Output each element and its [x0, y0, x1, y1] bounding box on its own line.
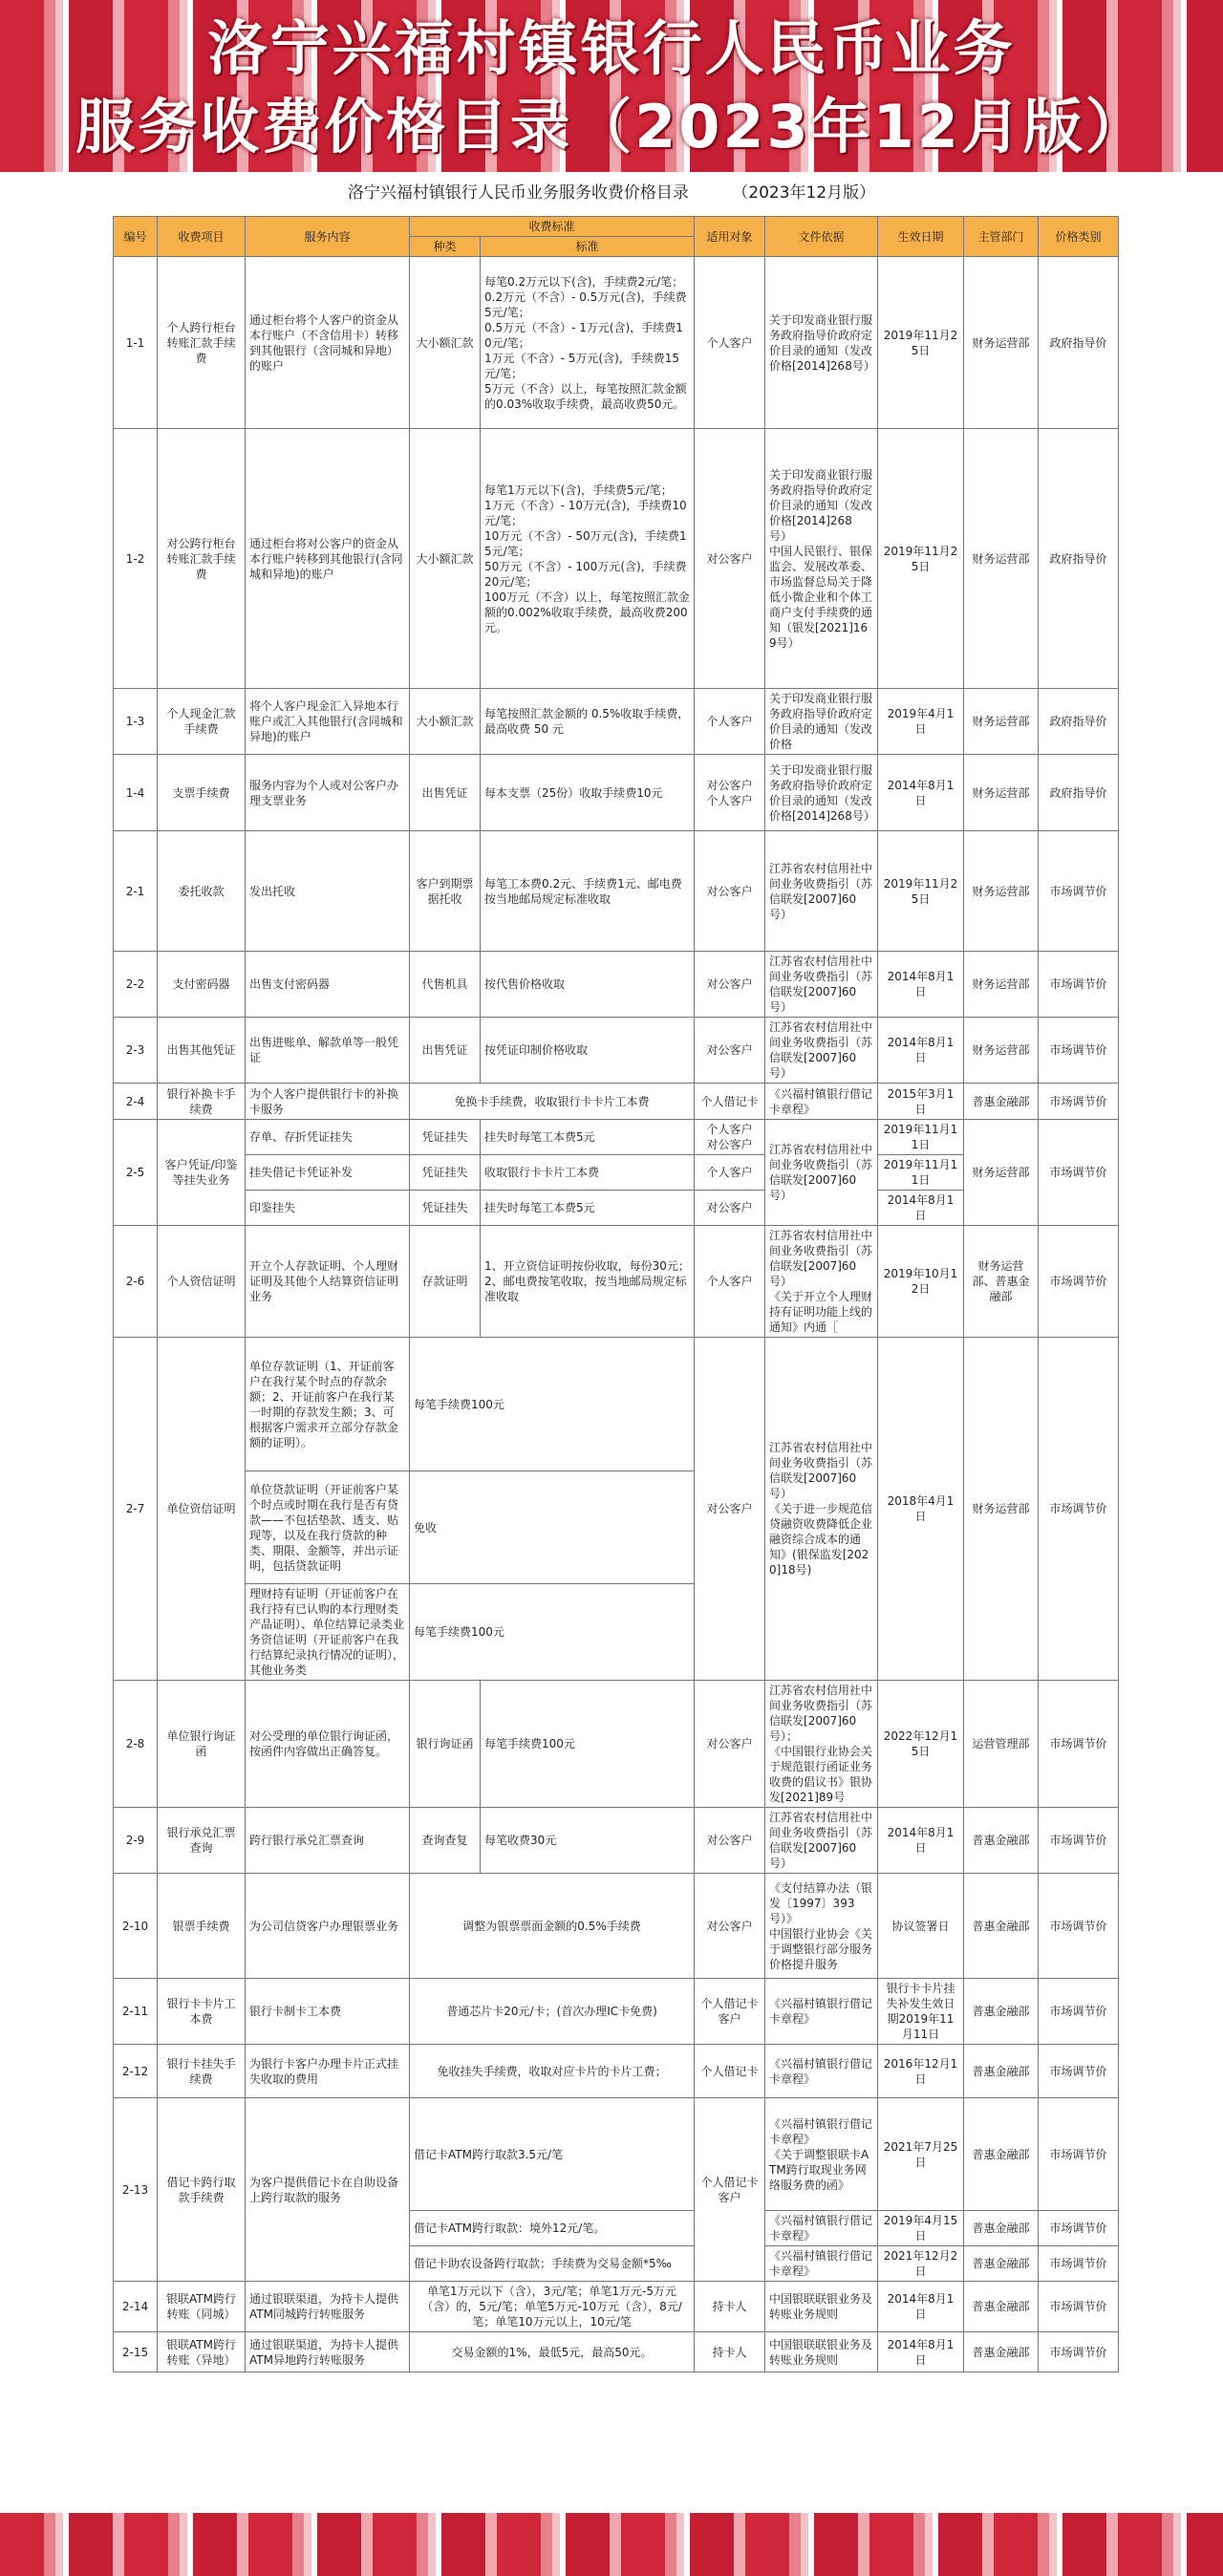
target-customer: 对公客户: [695, 1191, 765, 1226]
service-content: 为个人客户提供银行卡的补换卡服务: [246, 1084, 410, 1120]
service-content: 理财持有证明（开证前客户在我行持有已认购的本行理财类产品证明）、单位结算记录类业务资信证明（开证前客户在我行结算纪录执行情况的证明），其他业务类: [246, 1584, 410, 1681]
fee-item: 个人现金汇款手续费: [158, 689, 246, 755]
service-content: 为客户提供借记卡在自助设备上跨行取款的服务: [246, 2098, 410, 2282]
fee-item: 银联ATM跨行转账（异地）: [158, 2332, 246, 2372]
service-content: 通过银联渠道，为持卡人提供ATM异地跨行转账服务: [246, 2332, 410, 2372]
header-standard: 收费标准: [410, 217, 695, 237]
document-basis: 江苏省农村信用社中间业务收费指引（苏信联发[2007]60号）: [765, 831, 878, 952]
fee-kind: 凭证挂失: [410, 1191, 481, 1226]
document-basis: 关于印发商业银行服务政府指导价政府定价目录的通知（发改价格[2014]268号）: [765, 755, 878, 831]
fee-standard: 交易金额的1%，最低5元，最高50元。: [410, 2332, 695, 2372]
effective-date: 2014年8月1日: [878, 2332, 964, 2372]
target-customer: 个人借记卡: [695, 1084, 765, 1120]
document-version: （2023年12月版）: [732, 183, 876, 203]
fee-kind: 存款证明: [410, 1226, 481, 1338]
fee-standard: 调整为银票票面金额的0.5%手续费: [410, 1874, 695, 1979]
effective-date: 2014年8月1日: [878, 755, 964, 831]
table-row: [114, 429, 1119, 689]
target-customer: 个人借记卡客户: [695, 1979, 765, 2045]
fee-standard: 收取银行卡卡片工本费: [481, 1155, 695, 1191]
service-content: 对公受理的单位银行询证函，按函件内容做出正确答复。: [246, 1681, 410, 1808]
document-title-text: 洛宁兴福村镇银行人民币业务服务收费价格目录: [347, 183, 689, 203]
row-number: 1-3: [114, 689, 158, 755]
fee-standard: 每笔1万元以下(含)，手续费5元/笔； 1万元（不含）- 10万元(含)，手续费10元/笔； 10万元（不含）- 50万元(含)，手续费15元/笔； 50万元（不含）- 100万元(含)，手续费20元/笔； 100万元（不含）以上，每笔按照汇款金额的0.002%收取手续费，最高收费200元。: [481, 429, 695, 689]
fee-item: 个人资信证明: [158, 1226, 246, 1338]
service-content: 存单、存折凭证挂失: [246, 1120, 410, 1155]
fee-standard: 每笔0.2万元以下(含)，手续费2元/笔； 0.2万元（不含）- 0.5万元(含)，手续费5元/笔； 0.5万元（不含）- 1万元(含)，手续费10元/笔； 1万元（不含）- 5万元(含)，手续费15元/笔； 5万元（不含）以上，每笔按照汇款金额的0.03%收取手续费，最高收费50元。: [481, 257, 695, 429]
effective-date: 2014年8月1日: [878, 1018, 964, 1084]
target-customer: 个人借记卡客户: [695, 2098, 765, 2282]
price-type: 政府指导价: [1039, 689, 1119, 755]
fee-item: 客户凭证/印鉴等挂失业务: [158, 1120, 246, 1226]
fee-standard: 1、开立资信证明按份收取，每份30元； 2、邮电费按笔收取，按当地邮局规定标准收取: [481, 1226, 695, 1338]
target-customer: 个人借记卡: [695, 2045, 765, 2098]
row-number: 2-11: [114, 1979, 158, 2045]
service-content: 单位存款证明（1、开证前客户在我行某个时点的存款余额；2、开证前客户在我行某一时期的存款发生额；3、可根据客户需求开立部分存款金额的证明）。: [246, 1338, 410, 1471]
service-content: 出售支付密码器: [246, 952, 410, 1018]
fee-kind: 出售凭证: [410, 1018, 481, 1084]
bottom-banner: [0, 2513, 1223, 2576]
document-basis: 关于印发商业银行服务政府指导价政府定价目录的通知（发改价格[2014]268号） 中国人民银行、银保监会、发展改革委、市场监督总局关于降低小微企业和个体工商户支付手续费的通知（银发[2021]169号）: [765, 429, 878, 689]
effective-date: 2021年7月25日: [878, 2098, 964, 2211]
header-content: 服务内容: [246, 217, 410, 257]
fee-item: 支票手续费: [158, 755, 246, 831]
document-basis: 中国银联联银业务及转账业务规则: [765, 2282, 878, 2332]
row-number: 2-6: [114, 1226, 158, 1338]
fee-standard: 单笔1万元以下（含），3元/笔；单笔1万元-5万元（含）的，5元/笔；单笔5万元-10万元（含），8元/笔；单笔10万元以上，10元/笔: [410, 2282, 695, 2332]
department: 普惠金融部: [964, 2098, 1039, 2211]
service-content: 银行卡制卡工本费: [246, 1979, 410, 2045]
effective-date: 2019年11月25日: [878, 257, 964, 429]
department: 财务运营部: [964, 689, 1039, 755]
header-ptype: 价格类别: [1039, 217, 1119, 257]
effective-date: 2019年11月11日: [878, 1120, 964, 1155]
fee-standard: 普通芯片卡20元/卡；(首次办理IC卡免费): [410, 1979, 695, 2045]
document-basis: 江苏省农村信用社中间业务收费指引（苏信联发[2007]60号） 《关于进一步规范信贷融资收费降低企业融资综合成本的通知》(银保监发[2020]18号): [765, 1338, 878, 1681]
fee-item: 对公跨行柜台转账汇款手续费: [158, 429, 246, 689]
fee-item: 个人跨行柜台转账汇款手续费: [158, 257, 246, 429]
service-content: 跨行银行承兑汇票查询: [246, 1808, 410, 1874]
target-customer: 对公客户: [695, 1808, 765, 1874]
target-customer: 对公客户: [695, 1874, 765, 1979]
fee-item: 银票手续费: [158, 1874, 246, 1979]
fee-kind: 大小额汇款: [410, 689, 481, 755]
department: 普惠金融部: [964, 2045, 1039, 2098]
service-content: 通过柜台将个人客户的资金从本行账户（不含信用卡）转移到其他银行（含同城和异地）的账户: [246, 257, 410, 429]
document-basis: 《兴福村镇银行借记卡章程》: [765, 2246, 878, 2282]
department: 财务运营部: [964, 1338, 1039, 1681]
table-row: [114, 257, 1119, 429]
fee-standard: 借记卡ATM跨行取款：境外12元/笔。: [410, 2211, 695, 2246]
department: 运营管理部: [964, 1681, 1039, 1808]
fee-standard: 免收: [410, 1471, 695, 1584]
effective-date: 2021年12月2日: [878, 2246, 964, 2282]
row-number: 2-9: [114, 1808, 158, 1874]
document-basis: 江苏省农村信用社中间业务收费指引（苏信联发[2007]60号）: [765, 1808, 878, 1874]
service-content: 印鉴挂失: [246, 1191, 410, 1226]
fee-standard: 每笔手续费100元: [410, 1338, 695, 1471]
table-row: [114, 2332, 1119, 2372]
fee-item: 借记卡跨行取款手续费: [158, 2098, 246, 2282]
table-row: [114, 1018, 1119, 1084]
price-type: 市场调节价: [1039, 2282, 1119, 2332]
effective-date: 2016年12月1日: [878, 2045, 964, 2098]
fee-item: 支付密码器: [158, 952, 246, 1018]
service-content: 将个人客户现金汇入异地本行账户或汇入其他银行(含同城和异地)的账户: [246, 689, 410, 755]
price-type: 市场调节价: [1039, 1874, 1119, 1979]
fee-standard: 按凭证印制价格收取: [481, 1018, 695, 1084]
department: 财务运营部: [964, 952, 1039, 1018]
header-dept: 主管部门: [964, 217, 1039, 257]
fee-standard: 每笔手续费100元: [410, 1584, 695, 1681]
price-type: 市场调节价: [1039, 952, 1119, 1018]
document-basis: 江苏省农村信用社中间业务收费指引（苏信联发[2007]60号）； 《中国银行业协会关于规范银行函证业务收费的倡议书》银协发[2021]89号: [765, 1681, 878, 1808]
document-basis: 关于印发商业银行服务政府指导价政府定价目录的通知（发改价格: [765, 689, 878, 755]
table-row: [114, 755, 1119, 831]
fee-standard: 每本支票（25份）收取手续费10元: [481, 755, 695, 831]
row-number: 1-1: [114, 257, 158, 429]
document-basis: 江苏省农村信用社中间业务收费指引（苏信联发[2007]60号）: [765, 1120, 878, 1226]
table-row: [114, 1874, 1119, 1979]
price-type: 市场调节价: [1039, 1979, 1119, 2045]
row-number: 2-10: [114, 1874, 158, 1979]
table-row: [114, 952, 1119, 1018]
fee-standard: 免收挂失手续费，收取对应卡片的卡片工费；: [410, 2045, 695, 2098]
effective-date: 2014年8月1日: [878, 952, 964, 1018]
document-basis: 《兴福村镇银行借记卡章程》: [765, 1084, 878, 1120]
target-customer: 个人客户: [695, 689, 765, 755]
row-number: 1-4: [114, 755, 158, 831]
fee-item: 银行补换卡手续费: [158, 1084, 246, 1120]
header-basis: 文件依据: [765, 217, 878, 257]
effective-date: 银行卡卡片挂失补发生效日期2019年11月11日: [878, 1979, 964, 2045]
fee-item: 银行卡挂失手续费: [158, 2045, 246, 2098]
price-type: 市场调节价: [1039, 1120, 1119, 1226]
service-content: 为银行卡客户办理卡片正式挂失收取的费用: [246, 2045, 410, 2098]
department: 财务运营部: [964, 1018, 1039, 1084]
table-row: [114, 1084, 1119, 1120]
effective-date: 2019年4月15日: [878, 2211, 964, 2246]
row-number: 2-3: [114, 1018, 158, 1084]
table-row: [114, 1338, 1119, 1471]
target-customer: 对公客户: [695, 1681, 765, 1808]
target-customer: 持卡人: [695, 2332, 765, 2372]
document-basis: 《兴福村镇银行借记卡章程》 《关于调整银联卡ATM跨行取现业务网络服务费的函》: [765, 2098, 878, 2211]
banner-title-line1: 洛宁兴福村镇银行人民币业务: [207, 13, 1016, 83]
row-number: 2-15: [114, 2332, 158, 2372]
fee-item: 委托收款: [158, 831, 246, 952]
fee-kind: 查询查复: [410, 1808, 481, 1874]
document-basis: 关于印发商业银行服务政府指导价政府定价目录的通知（发改价格[2014]268号）: [765, 257, 878, 429]
document-basis: 江苏省农村信用社中间业务收费指引（苏信联发[2007]60号） 《关于开立个人理财持有证明功能上线的通知》内通［: [765, 1226, 878, 1338]
department: 普惠金融部: [964, 1808, 1039, 1874]
fee-item: 银行卡卡片工本费: [158, 1979, 246, 2045]
service-content: 为公司信贷客户办理银票业务: [246, 1874, 410, 1979]
document-basis: 江苏省农村信用社中间业务收费指引（苏信联发[2007]60号）: [765, 952, 878, 1018]
price-type: 市场调节价: [1039, 1018, 1119, 1084]
row-number: 1-2: [114, 429, 158, 689]
table-row: [114, 1681, 1119, 1808]
service-content: 通过柜台将对公客户的资金从本行账户转移到其他银行(含同城和异地)的账户: [246, 429, 410, 689]
department: 财务运营部: [964, 831, 1039, 952]
department: 财务运营部: [964, 257, 1039, 429]
fee-kind: 代售机具: [410, 952, 481, 1018]
department: 财务运营部: [964, 755, 1039, 831]
effective-date: 2022年12月15日: [878, 1681, 964, 1808]
service-content: 服务内容为个人或对公客户办理支票业务: [246, 755, 410, 831]
document-basis: 中国银联联银业务及转账业务规则: [765, 2332, 878, 2372]
price-type: 政府指导价: [1039, 755, 1119, 831]
fee-kind: 凭证挂失: [410, 1120, 481, 1155]
service-content: 挂失借记卡凭证补发: [246, 1155, 410, 1191]
price-type: 政府指导价: [1039, 257, 1119, 429]
document-basis: 《支付结算办法（银发〔1997〕393号）》 中国银行业协会《关于调整银行部分服务价格提升服务: [765, 1874, 878, 1979]
header-target: 适用对象: [695, 217, 765, 257]
fee-kind: 银行询证函: [410, 1681, 481, 1808]
fee-standard: 挂失时每笔工本费5元: [481, 1120, 695, 1155]
row-number: 2-2: [114, 952, 158, 1018]
target-customer: 对公客户: [695, 1018, 765, 1084]
fee-kind: 大小额汇款: [410, 429, 481, 689]
fee-standard: 每笔收费30元: [481, 1808, 695, 1874]
row-number: 2-13: [114, 2098, 158, 2282]
effective-date: 2015年3月1日: [878, 1084, 964, 1120]
effective-date: 2018年4月1日: [878, 1338, 964, 1681]
service-content: 通过银联渠道，为持卡人提供ATM同城跨行转账服务: [246, 2282, 410, 2332]
effective-date: 2019年4月1日: [878, 689, 964, 755]
target-customer: 对公客户 个人客户: [695, 755, 765, 831]
department: 普惠金融部: [964, 2332, 1039, 2372]
row-number: 2-14: [114, 2282, 158, 2332]
target-customer: 个人客户: [695, 1155, 765, 1191]
price-type: 市场调节价: [1039, 2045, 1119, 2098]
target-customer: 对公客户: [695, 952, 765, 1018]
price-type: 市场调节价: [1039, 1338, 1119, 1681]
service-content: 发出托收: [246, 831, 410, 952]
department: 财务运营部、普惠金融部: [964, 1226, 1039, 1338]
document-basis: 江苏省农村信用社中间业务收费指引（苏信联发[2007]60号）: [765, 1018, 878, 1084]
row-number: 2-8: [114, 1681, 158, 1808]
target-customer: 个人客户 对公客户: [695, 1120, 765, 1155]
document-title: [0, 182, 1223, 204]
banner-title-line2: 服务收费价格目录（2023年12月版）: [75, 92, 1148, 161]
service-content: 单位贷款证明（开证前客户某个时点或时期在我行是否有贷款——不包括垫款、透支、贴现等，以及在我行贷款的种类、期限、金额等，并出示证明，包括贷款证明: [246, 1471, 410, 1584]
fee-kind: 出售凭证: [410, 755, 481, 831]
price-type: 市场调节价: [1039, 2332, 1119, 2372]
price-type: 市场调节价: [1039, 1808, 1119, 1874]
header-kind: 种类: [410, 237, 481, 257]
price-type: 市场调节价: [1039, 1681, 1119, 1808]
fee-standard: 借记卡助农设备跨行取款；手续费为交易金额*5‰: [410, 2246, 695, 2282]
fee-item: 银联ATM跨行转账（同城）: [158, 2282, 246, 2332]
fee-kind: 凭证挂失: [410, 1155, 481, 1191]
effective-date: 2014年8月1日: [878, 2282, 964, 2332]
fee-standard: 每笔按照汇款金额的 0.5%收取手续费，最高收费 50 元: [481, 689, 695, 755]
row-number: 2-12: [114, 2045, 158, 2098]
fee-table-body: [114, 257, 1119, 2372]
fee-standard: 每笔手续费100元: [481, 1681, 695, 1808]
fee-item: 单位资信证明: [158, 1338, 246, 1681]
price-type: 市场调节价: [1039, 831, 1119, 952]
table-row: [114, 1120, 1119, 1155]
price-type: 市场调节价: [1039, 2211, 1119, 2246]
table-row: [114, 1226, 1119, 1338]
department: 普惠金融部: [964, 1084, 1039, 1120]
row-number: 2-7: [114, 1338, 158, 1681]
header-date: 生效日期: [878, 217, 964, 257]
target-customer: 对公客户: [695, 831, 765, 952]
document-basis: 《兴福村镇银行借记卡章程》: [765, 2045, 878, 2098]
table-row: [114, 831, 1119, 952]
table-row: [114, 1979, 1119, 2045]
fee-standard: 每笔工本费0.2元、手续费1元、邮电费按当地邮局规定标准收取: [481, 831, 695, 952]
service-content: 开立个人存款证明、个人理财证明及其他个人结算资信证明业务: [246, 1226, 410, 1338]
price-type: 市场调节价: [1039, 2098, 1119, 2211]
fee-kind: 大小额汇款: [410, 257, 481, 429]
fee-table: [113, 216, 1119, 2372]
department: 普惠金融部: [964, 2246, 1039, 2282]
table-row: [114, 2098, 1119, 2211]
table-row: [114, 689, 1119, 755]
effective-date: 2019年10月12日: [878, 1226, 964, 1338]
effective-date: 2014年8月1日: [878, 1191, 964, 1226]
effective-date: 2019年11月11日: [878, 1155, 964, 1191]
price-type: 市场调节价: [1039, 1226, 1119, 1338]
effective-date: 2014年8月1日: [878, 1808, 964, 1874]
header-item: 收费项目: [158, 217, 246, 257]
department: 普惠金融部: [964, 2282, 1039, 2332]
row-number: 2-1: [114, 831, 158, 952]
document-basis: 《兴福村镇银行借记卡章程》: [765, 2211, 878, 2246]
target-customer: 个人客户: [695, 1226, 765, 1338]
department: 财务运营部: [964, 429, 1039, 689]
price-type: 市场调节价: [1039, 1084, 1119, 1120]
table-row: [114, 2282, 1119, 2332]
department: 财务运营部: [964, 1120, 1039, 1226]
effective-date: 协议签署日: [878, 1874, 964, 1979]
price-type: 市场调节价: [1039, 2246, 1119, 2282]
department: 普惠金融部: [964, 2211, 1039, 2246]
table-row: [114, 2045, 1119, 2098]
target-customer: 个人客户: [695, 257, 765, 429]
fee-standard: 按代售价格收取: [481, 952, 695, 1018]
fee-standard: 借记卡ATM跨行取款3.5元/笔: [410, 2098, 695, 2211]
fee-item: 出售其他凭证: [158, 1018, 246, 1084]
fee-standard: 免换卡手续费，收取银行卡卡片工本费: [410, 1084, 695, 1120]
row-number: 2-5: [114, 1120, 158, 1226]
target-customer: 持卡人: [695, 2282, 765, 2332]
fee-item: 银行承兑汇票查询: [158, 1808, 246, 1874]
service-content: 出售进账单、解款单等一般凭证: [246, 1018, 410, 1084]
fee-kind: 客户到期票据托收: [410, 831, 481, 952]
department: 普惠金融部: [964, 1979, 1039, 2045]
price-type: 政府指导价: [1039, 429, 1119, 689]
header-no: 编号: [114, 217, 158, 257]
department: 普惠金融部: [964, 1874, 1039, 1979]
table-row: [114, 1808, 1119, 1874]
header-std: 标准: [481, 237, 695, 257]
effective-date: 2019年11月25日: [878, 831, 964, 952]
document-basis: 《兴福村镇银行借记卡章程》: [765, 1979, 878, 2045]
fee-standard: 挂失时每笔工本费5元: [481, 1191, 695, 1226]
effective-date: 2019年11月25日: [878, 429, 964, 689]
fee-item: 单位银行询证函: [158, 1681, 246, 1808]
row-number: 2-4: [114, 1084, 158, 1120]
target-customer: 对公客户: [695, 1338, 765, 1681]
target-customer: 对公客户: [695, 429, 765, 689]
